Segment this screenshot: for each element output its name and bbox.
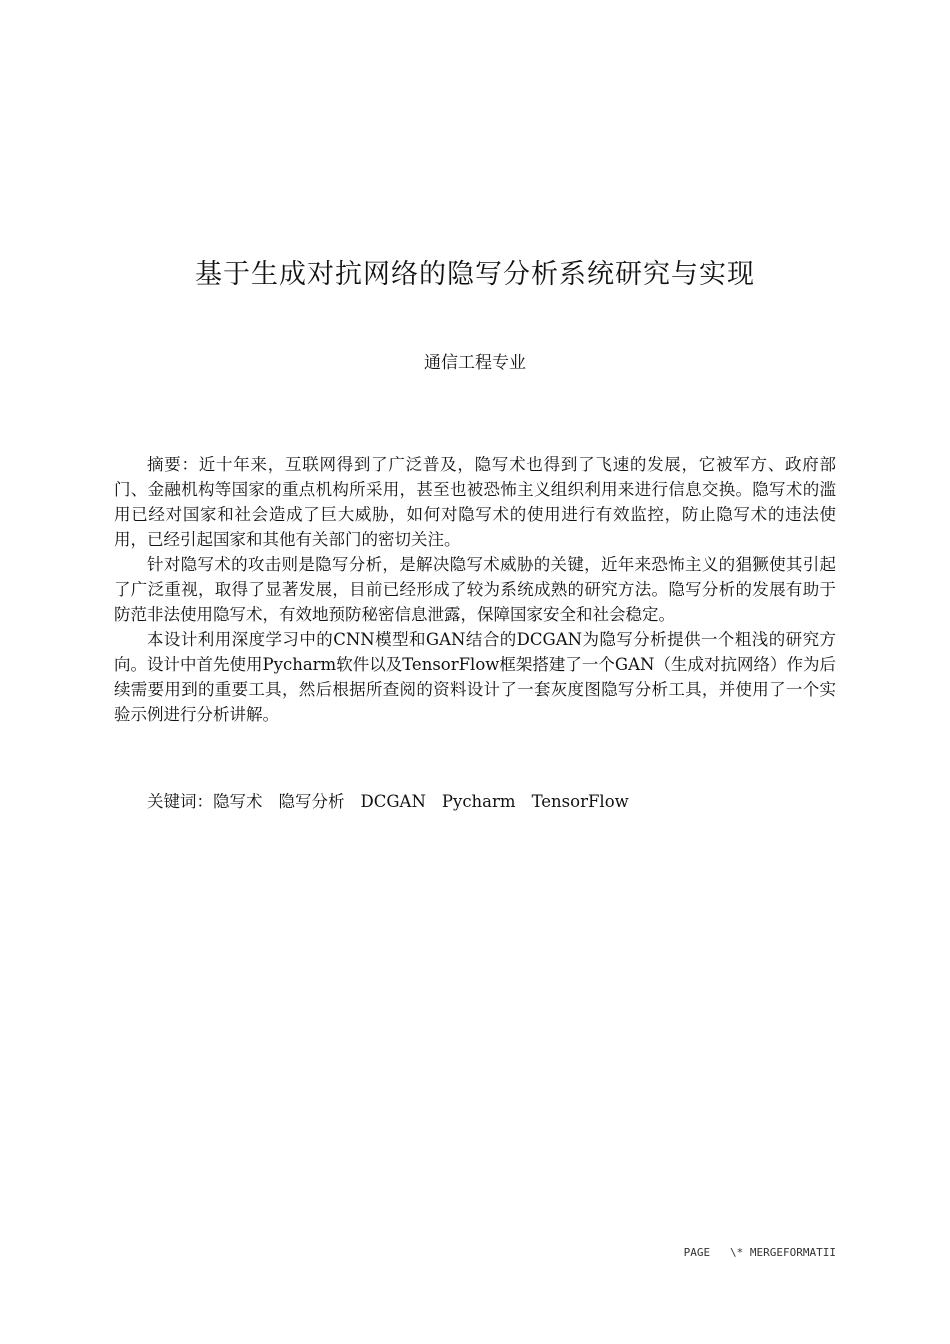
- keyword-item: Pycharm: [441, 792, 516, 811]
- document-title: 基于生成对抗网络的隐写分析系统研究与实现: [195, 259, 755, 290]
- page-footer-field: PAGE \* MERGEFORMATII: [683, 1246, 836, 1259]
- abstract-label: 摘要：: [147, 455, 199, 474]
- keyword-item: TensorFlow: [531, 792, 629, 811]
- abstract-paragraph-1: [114, 452, 836, 552]
- keyword-item: DCGAN: [360, 792, 426, 811]
- abstract-paragraph-3: 本设计利用深度学习中的CNN模型和GAN结合的DCGAN为隐写分析提供一个粗浅的研究方向。设计中首先使用Pycharm软件以及TensorFlow框架搭建了一个GAN（生成对抗网络）作为后续需要用到的重要工具，然后根据所查阅的资料设计了一套灰度图隐写分析工具，并使用了一个实验示例进行分析讲解。: [114, 630, 836, 724]
- abstract-paragraph-2: 针对隐写术的攻击则是隐写分析，是解决隐写术威胁的关键，近年来恐怖主义的猖獗使其引起了广泛重视，取得了显著发展，目前已经形成了较为系统成熟的研究方法。隐写分析的发展有助于防范非法使用隐写术，有效地预防秘密信息泄露，保障国家安全和社会稳定。: [114, 555, 836, 624]
- keywords-label: 关键词：: [147, 792, 213, 811]
- keyword-item: 隐写分析: [278, 792, 345, 811]
- abstract-section: [114, 452, 836, 727]
- keywords-line: [114, 789, 836, 814]
- major-subtitle: 通信工程专业: [424, 353, 526, 373]
- abstract-paragraph-1-text: 近十年来，互联网得到了广泛普及，隐写术也得到了飞速的发展，它被军方、政府部门、金融机构等国家的重点机构所采用，甚至也被恐怖主义组织利用来进行信息交换。隐写术的滥用已经对国家和社会造成了巨大威胁，如何对隐写术的使用进行有效监控，防止隐写术的违法使用，已经引起国家和其他有关部门的密切关注。: [114, 455, 837, 549]
- keyword-item: 隐写术: [213, 792, 263, 811]
